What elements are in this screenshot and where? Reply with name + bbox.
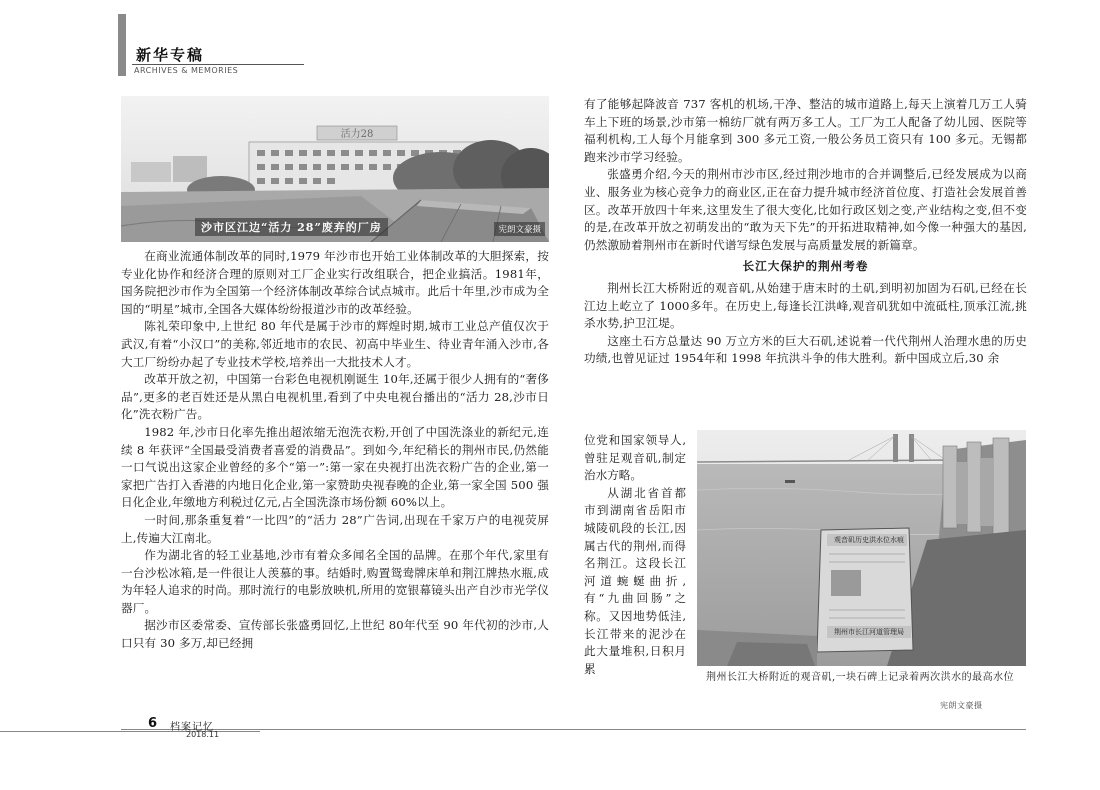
factory-photo: [121, 96, 549, 242]
article-paragraph: 1982 年,沙市日化率先推出超浓缩无泡洗衣粉,开创了中国洗涤业的新纪元,连续 8 年获评“全国最受消费者喜爱的消费品”。到如今,年纪稍长的荆州市民,仍然能一口气说出这家企业曾经的多个“第一”:第一家在央视打出洗衣粉广告的企业,第一家把广告打入香港的内地日化企业,第一家赞助央视春晚的企业,第一家全国 500 强日化企业,年缴地方利税过亿元,占全国洗涤市场份额 60%以上。: [121, 424, 549, 510]
footer-divider: [121, 729, 1026, 730]
issue-date: 2018.11: [186, 730, 220, 739]
article-paragraph: 这座土石方总量达 90 万立方米的巨大石矶,述说着一代代荆州人治理水患的历史功绩,也曾见证过 1954年和 1998 年抗洪斗争的伟大胜利。新中国成立后,30 余: [584, 333, 1027, 366]
factory-photo-credit: 宪朗文豪摄: [494, 222, 545, 236]
tablet-bottom-text: 荆州市长江河道管理局: [834, 628, 904, 636]
guanyinji-photo-credit: 宪朗文豪摄: [940, 701, 983, 710]
article-paragraph: 作为湖北省的轻工业基地,沙市有着众多闻名全国的品牌。在那个年代,家里有一台沙松冰箱,是一件很让人羡慕的事。结婚时,购置鸳鸯牌床单和荆江牌热水瓶,成为年轻人追求的时尚。那时流行的电影放映机,所用的宽银幕镜头出产自沙市光学仪器厂。: [121, 548, 549, 615]
header-divider: [132, 64, 304, 65]
article-paragraph: 改革开放之初，中国第一台彩色电视机刚诞生 10年,还属于很少人拥有的“奢侈品”,更多的老百姓还是从黑白电视机里,看到了中央电视台播出的“活力 28,沙市日化”洗衣粉广告。: [121, 372, 549, 422]
footer-divider-left: [0, 731, 260, 732]
header-accent-bar: [118, 14, 126, 76]
guanyinji-photo: [697, 430, 1026, 666]
article-paragraph: 荆州长江大桥附近的观音矶,从始建于唐末时的土矶,到明初加固为石矶,已经在长江边上屹立了 1000多年。在历史上,每逢长江洪峰,观音矶犹如中流砥柱,顶承江流,挑杀水势,护卫江堤。: [584, 280, 1027, 331]
article-paragraph: 陈礼荣印象中,上世纪 80 年代是属于沙市的辉煌时期,城市工业总产值仅次于武汉,有着“小汉口”的美称,邻近地市的农民、初高中毕业生、待业青年涌入沙市,各大工厂纷纷办起了专业技术学校,培养出一大批技术人才。: [121, 319, 549, 369]
section-title: 新华专稿: [136, 46, 205, 64]
journal-name: 档案记忆: [170, 722, 214, 733]
article-paragraph: 位党和国家领导人,曾驻足观音矶,制定治水方略。: [584, 433, 686, 483]
article-paragraph: 一时间,那条重复着“一比四”的“活力 28”广告词,出现在千家万户的电视荧屏上,传遍大江南北。: [121, 512, 549, 545]
article-paragraph: 张盛勇介绍,今天的荆州市沙市区,经过荆沙地市的合并调整后,已经发展成为以商业、服务业为核心竞争力的商业区,正在奋力提升城市经济首位度、打造社会发展首善区。改革开放四十年来,这里发生了很大变化,比如行政区划之变,产业结构之变,但不变的是,在改革开放之初萌发出的“敢为天下先”的开拓进取精神,如今像一种强大的基因,仍然激励着荆州市在新时代谱写绿色发展与高质量发展的新篇章。: [584, 167, 1027, 252]
article-narrow-column: [584, 432, 686, 678]
tablet-title: 观音矶历史洪水位水痕: [834, 536, 904, 544]
guanyinji-photo-caption: 荆州长江大桥附近的观音矶,一块石碑上记录着两次洪水的最高水位: [706, 672, 1015, 683]
article-left-column: [121, 248, 549, 653]
article-paragraph: 在商业流通体制改革的同时,1979 年沙市也开始工业体制改革的大胆探索，按专业化协作和经济合理的原则对工厂企业实行改组联合，把企业搞活。1981年，国务院把沙市作为全国第一个经济体制改革综合试点城市。此后十年里,沙市成为全国的“明星”城市,全国各大媒体纷纷报道沙市的改革经验。: [121, 249, 549, 316]
article-paragraph: 据沙市区委常委、宣传部长张盛勇回忆,上世纪 80年代至 90 年代初的沙市,人口只有 30 多万,却已经拥: [121, 618, 549, 651]
section-subtitle: ARCHIVES & MEMORIES: [134, 66, 239, 75]
factory-photo-caption: 沙市区江边“活力 28”废弃的厂房: [195, 218, 388, 236]
article-right-column: [584, 96, 1027, 368]
article-paragraph: 从湖北省首都市到湖南省岳阳市城陵矶段的长江,因属古代的荆州,而得名荆江。这段长江河道蜿蜒曲折,有“九曲回肠”之称。又因地势低洼,长江带来的泥沙在此大量堆积,日积月累: [584, 485, 686, 676]
article-subheading: 长江大保护的荆州考卷: [742, 259, 869, 274]
article-paragraph: 有了能够起降波音 737 客机的机场,干净、整洁的城市道路上,每天上演着几万工人骑车上下班的场景,沙市第一棉纺厂就有两万多工人。工厂为工人配备了幼儿园、医院等福利机构,工人每个月能拿到 300 多元工资,一般公务员工资只有 100 多元。无锡都跑来沙市学习经验。: [584, 97, 1027, 164]
rooftop-sign-text: 活力28: [340, 129, 374, 140]
page-number: 6: [148, 716, 158, 731]
